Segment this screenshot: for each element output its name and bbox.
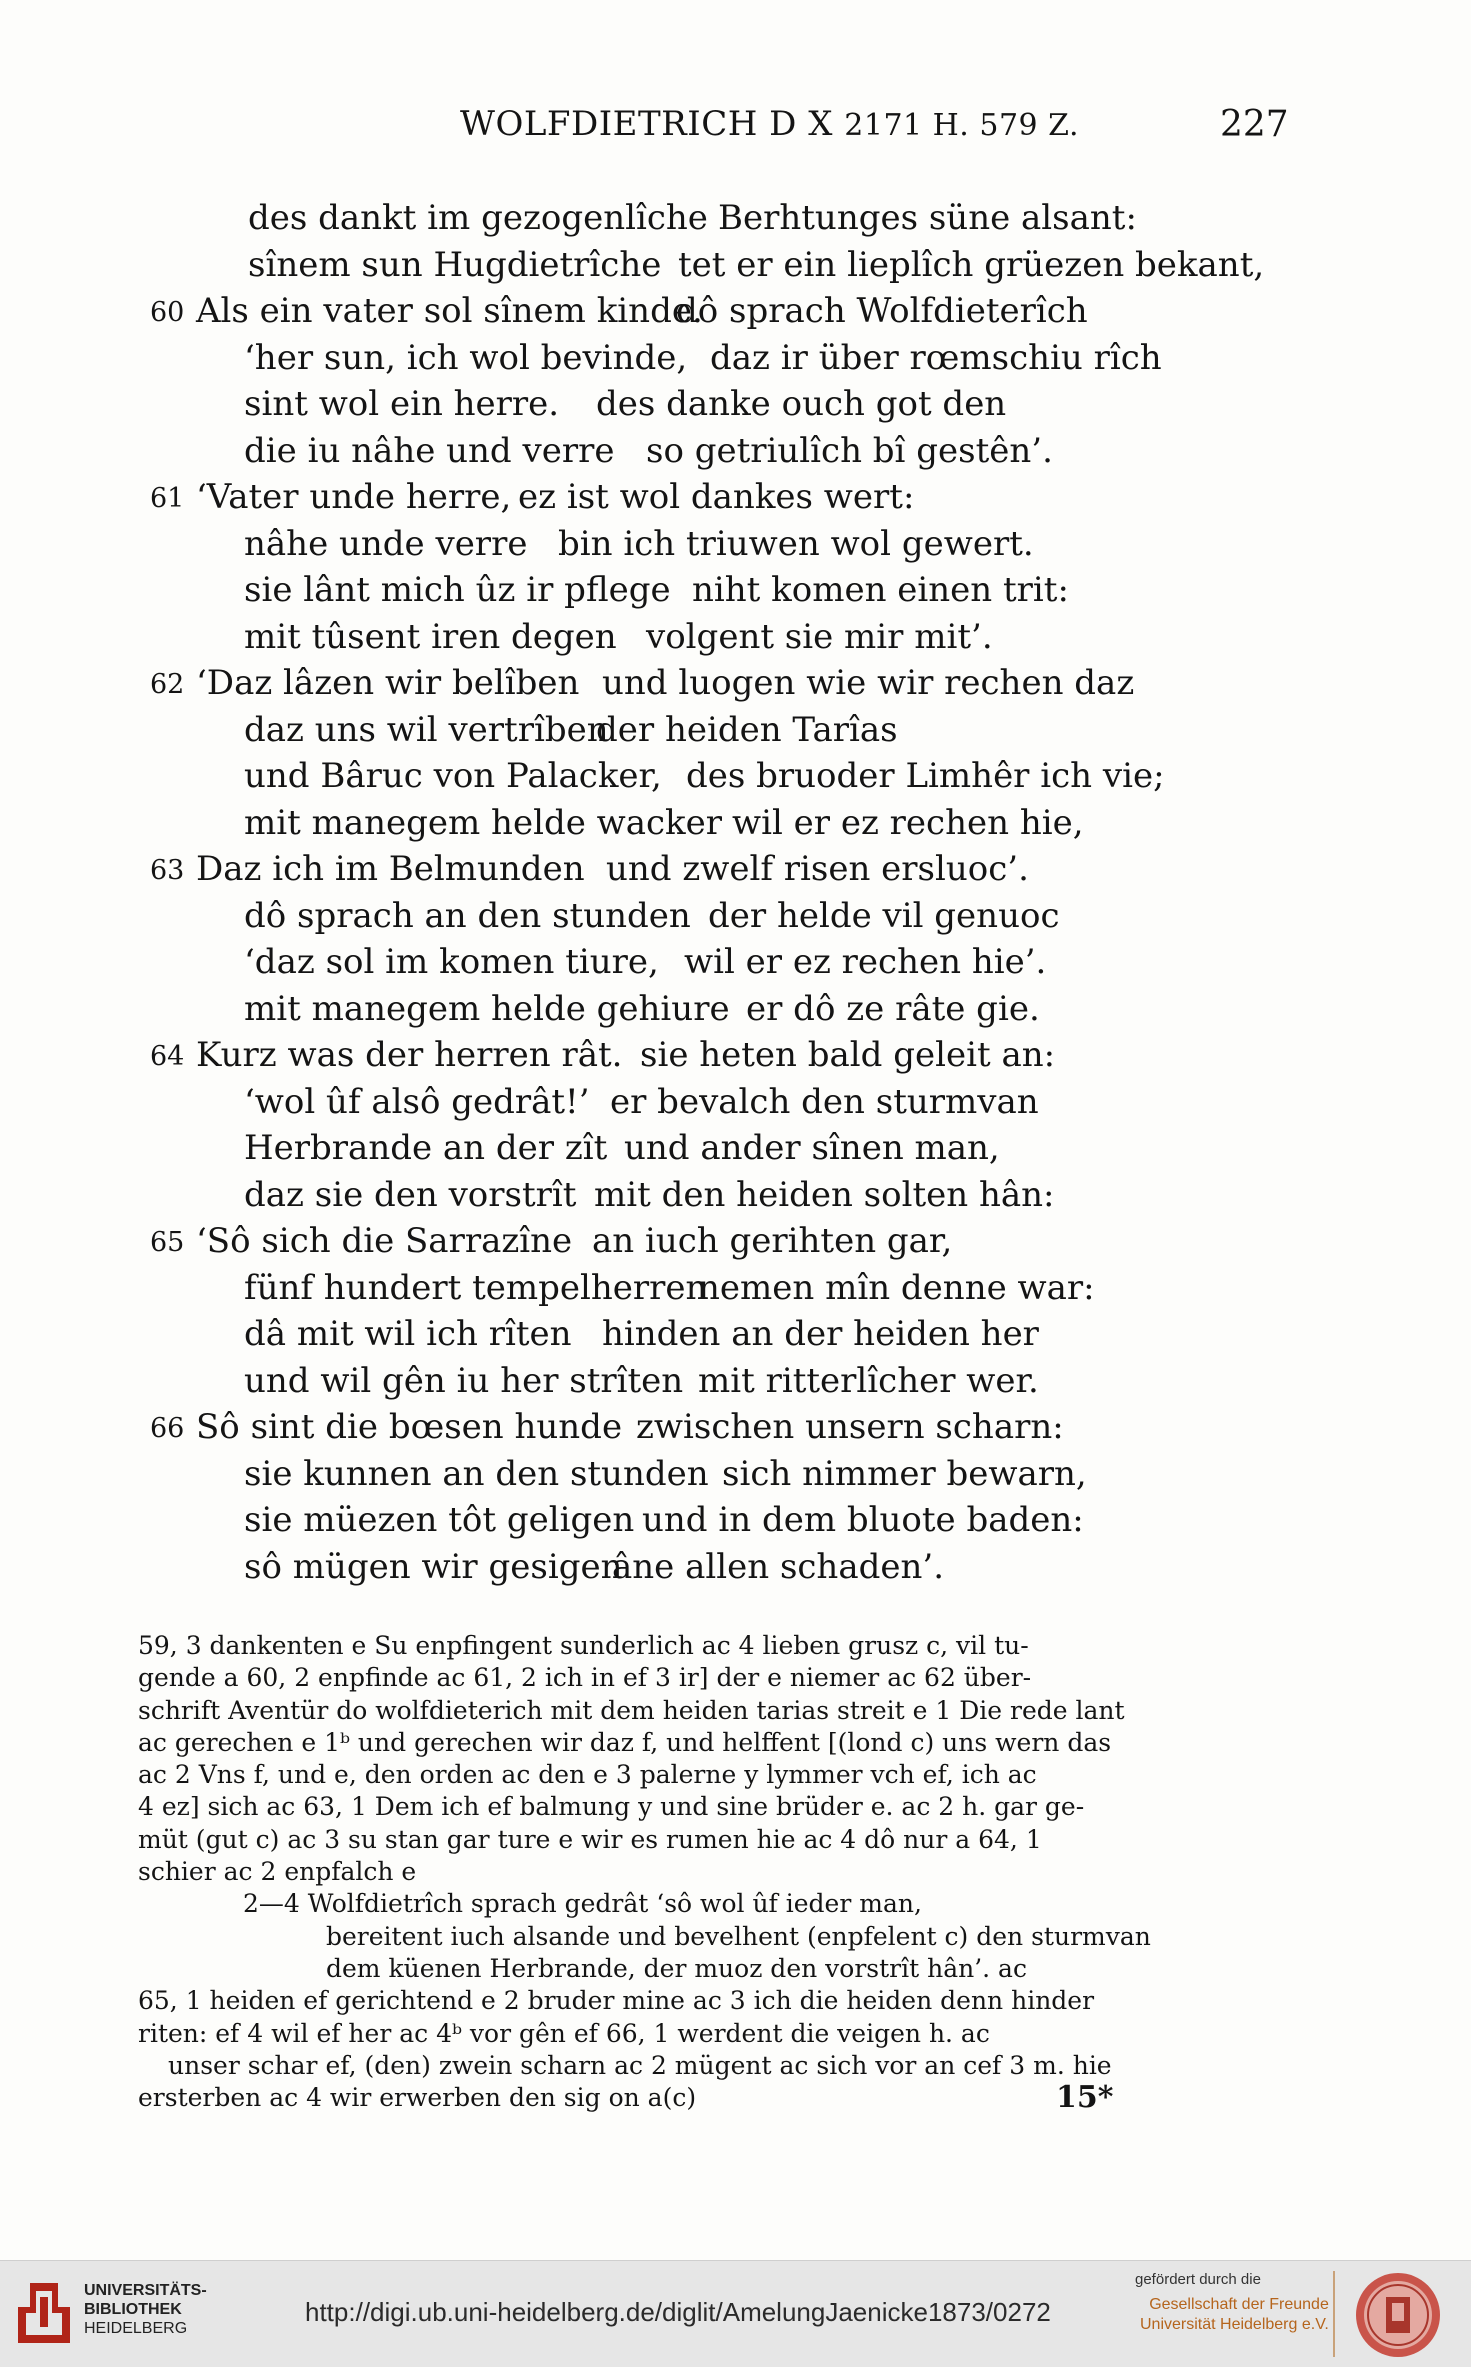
verse-first-half: Kurz was der herren rât.	[196, 1035, 623, 1075]
note-line: 2—4 Wolfdietrîch sprach gedrât ‘sô wol ûf ieder man,	[243, 1889, 922, 1919]
verse-second-half: sich nimmer bewarn,	[722, 1453, 1087, 1494]
stanza-number: 65	[150, 1227, 185, 1258]
verse-line	[0, 291, 1471, 335]
viewer-footer	[0, 2260, 1471, 2367]
note-line: gende a 60, 2 enpfinde ac 61, 2 ich in ef 3 ir] der e niemer ac 62 über-	[138, 1663, 1032, 1693]
verse-line	[0, 942, 1471, 986]
note-line: unser schar ef, (den) zwein scharn ac 2 mügent ac sich vor an cef 3 m. hie	[168, 2050, 1112, 2080]
verse-first-half: sie lânt mich ûz ir pflege	[244, 570, 671, 610]
funding-label: gefördert durch die	[1135, 2271, 1261, 2288]
verse-line	[0, 384, 1471, 428]
society-name-line: Universität Heidelberg e.V.	[1140, 2316, 1329, 2333]
verse-first-half: sô mügen wir gesigen	[244, 1546, 623, 1587]
verse-line	[0, 617, 1471, 661]
stanza-number: 64	[150, 1041, 185, 1072]
verse-second-half: und in dem bluote baden:	[642, 1500, 1084, 1540]
footer-divider	[1333, 2271, 1335, 2357]
verse-line	[0, 896, 1471, 940]
stanza-number: 62	[150, 669, 185, 700]
note-line: ac 2 Vns f, und e, den orden ac den e 3 palerne y lymmer vch ef, ich ac	[138, 1760, 1037, 1790]
verse-line	[0, 1314, 1471, 1358]
verse-first-half: ‘Sô sich die Sarrazîne	[196, 1221, 573, 1261]
verse-second-half: daz ir über rœmschiu rîch	[710, 337, 1162, 378]
verse-first-half: Sô sint die bœsen hunde	[196, 1407, 623, 1447]
note-line: riten: ef 4 wil ef her ac 4ᵇ vor gên ef 66, 1 werdent die veigen h. ac	[138, 2018, 990, 2048]
verse-first-half: dô sprach an den stunden	[244, 895, 691, 936]
note-line: schrift Aventür do wolfdieterich mit dem heiden tarias streit e 1 Die rede lant	[138, 1695, 1125, 1725]
verse-second-half: niht komen einen trit:	[692, 570, 1069, 610]
stanza-number: 60	[150, 297, 185, 328]
verse-line	[0, 803, 1471, 847]
stanza-number: 66	[150, 1413, 185, 1444]
verse-second-half: volgent sie mir mit’.	[646, 616, 993, 657]
verse-second-half: hinden an der heiden her	[602, 1314, 1039, 1354]
verse-second-half: bin ich triuwen wol gewert.	[558, 523, 1034, 564]
verse-second-half: und ander sînen man,	[624, 1128, 1000, 1168]
signature-mark: 15*	[1056, 2080, 1114, 2115]
verse-second-half: nemen mîn denne war:	[698, 1267, 1095, 1308]
verse-first-half: nâhe unde verre	[244, 523, 528, 564]
note-line: 59, 3 dankenten e Su enpfingent sunderlich ac 4 lieben grusz c, vil tu-	[138, 1631, 1029, 1660]
library-name	[84, 2281, 207, 2338]
verse-line	[0, 710, 1471, 754]
note-line: dem küenen Herbrande, der muoz den vorstrît hân’. ac	[326, 1953, 1027, 1983]
library-name-line: UNIVERSITÄTS-	[84, 2282, 207, 2299]
verse-line	[0, 1454, 1471, 1498]
verse-second-half: wil er ez rechen hie,	[732, 802, 1084, 843]
library-name-line: BIBLIOTHEK	[84, 2301, 182, 2318]
verse-line	[0, 1128, 1471, 1172]
stanza-number: 63	[150, 855, 185, 886]
verse-first-half: mit manegem helde gehiure	[244, 988, 730, 1029]
note-line: müt (gut c) ac 3 su stan gar ture e wir es rumen hie ac 4 dô nur a 64, 1	[138, 1824, 1042, 1854]
verse-second-half: der heiden Tarîas	[596, 709, 898, 750]
verse-first-half: und Bâruc von Palacker,	[244, 756, 662, 796]
verse-first-half: Als ein vater sol sînem kinde.	[196, 291, 703, 331]
critical-apparatus	[138, 1630, 1263, 2114]
verse-line	[0, 431, 1471, 475]
verse-line	[0, 1268, 1471, 1312]
verse-second-half: und luogen wie wir rechen daz	[602, 663, 1135, 703]
verse-line	[0, 663, 1471, 707]
verse-line	[0, 1500, 1471, 1544]
header-reference: 2171 H. 579 Z.	[844, 108, 1080, 143]
verse-second-half: an iuch gerihten gar,	[592, 1221, 953, 1261]
verse-first-half: Daz ich im Belmunden	[196, 849, 585, 889]
university-seal-icon	[1352, 2271, 1444, 2359]
note-line: ac gerechen e 1ᵇ und gerechen wir daz f, und helffent [(lond c) uns wern das	[138, 1727, 1112, 1757]
verse-second-half: zwischen unsern scharn:	[636, 1407, 1064, 1447]
note-line: 65, 1 heiden ef gerichtend e 2 bruder mine ac 3 ich die heiden denn hinder	[138, 1986, 1095, 2016]
note-line: 4 ez] sich ac 63, 1 Dem ich ef balmung y und sine brüder e. ac 2 h. gar ge-	[138, 1792, 1085, 1822]
verse-line	[0, 1407, 1471, 1451]
verse-second-half: sie heten bald geleit an:	[640, 1035, 1056, 1075]
verse-first-half: sînem sun Hugdietrîche	[248, 244, 662, 285]
note-line: schier ac 2 enpfalch e	[138, 1857, 417, 1887]
permalink-url[interactable]: http://digi.ub.uni-heidelberg.de/diglit/AmelungJaenicke1873/0272	[305, 2297, 1051, 2327]
verse-first-half: mit tûsent iren degen	[244, 616, 617, 657]
verse-line	[0, 524, 1471, 568]
page-number: 227	[1220, 104, 1289, 145]
header-title: WOLFDIETRICH D X	[460, 104, 845, 144]
verse-first-half: daz uns wil vertrîben	[244, 709, 609, 750]
verse-second-half: der helde vil genuoc	[708, 895, 1060, 936]
verse-second-half: Berhtunges süne alsant:	[718, 198, 1137, 238]
verse-first-half: sint wol ein herre.	[244, 384, 560, 424]
note-line: ersterben ac 4 wir erwerben den sig on a(c)	[138, 2083, 697, 2113]
verse-first-half: daz sie den vorstrît	[244, 1174, 577, 1215]
note-line: bereitent iuch alsande und bevelhent (enpfelent c) den sturmvan	[326, 1921, 1151, 1951]
verse-line	[0, 245, 1471, 289]
verse-first-half: ‘wol ûf alsô gedrât!’	[244, 1081, 590, 1122]
verse-first-half: und wil gên iu her strîten	[244, 1360, 684, 1401]
verse-first-half: ‘daz sol im komen tiure,	[244, 942, 659, 982]
society-name	[1140, 2295, 1329, 2335]
verse-line	[0, 1175, 1471, 1219]
verse-first-half: ‘Daz lâzen wir belîben	[196, 663, 580, 703]
library-logo-icon	[12, 2277, 76, 2349]
verse-second-half: er dô ze râte gie.	[746, 988, 1040, 1029]
verse-second-half: tet er ein lieplîch grüezen bekant,	[678, 244, 1265, 285]
verse-first-half: die iu nâhe und verre	[244, 430, 615, 471]
verse-second-half: wil er ez rechen hie’.	[684, 942, 1047, 982]
verse-line	[0, 849, 1471, 893]
verse-second-half: des bruoder Limhêr ich vie;	[686, 756, 1165, 796]
verse-second-half: so getriulîch bî gestên’.	[646, 430, 1053, 471]
library-name-line: HEIDELBERG	[84, 2320, 188, 2337]
verse-second-half: und zwelf risen ersluoc’.	[606, 849, 1029, 889]
verse-line	[0, 1221, 1471, 1265]
verse-line	[0, 989, 1471, 1033]
verse-first-half: fünf hundert tempelherren	[244, 1267, 708, 1308]
verse-first-half: dâ mit wil ich rîten	[244, 1314, 572, 1354]
verse-second-half: mit ritterlîcher wer.	[698, 1360, 1039, 1401]
verse-first-half: sie müezen tôt geligen	[244, 1500, 635, 1540]
verse-line	[0, 198, 1471, 242]
verse-line	[0, 1035, 1471, 1079]
verse-line	[0, 1082, 1471, 1126]
society-name-line: Gesellschaft der Freunde	[1149, 2296, 1329, 2313]
running-header	[460, 104, 1079, 144]
verse-first-half: sie kunnen an den stunden	[244, 1453, 709, 1494]
verse-line	[0, 477, 1471, 521]
verse-line	[0, 570, 1471, 614]
verse-line	[0, 1361, 1471, 1405]
verse-second-half: er bevalch den sturmvan	[610, 1081, 1039, 1122]
verse-line	[0, 1547, 1471, 1591]
verse-first-half: ‘her sun, ich wol bevinde,	[244, 337, 688, 378]
verse-second-half: mit den heiden solten hân:	[594, 1174, 1055, 1215]
verse-first-half: ‘Vater unde herre,	[196, 477, 512, 517]
verse-second-half: des danke ouch got den	[596, 384, 1007, 424]
verse-second-half: ez ist wol dankes wert:	[518, 477, 915, 517]
verse-first-half: des dankt im gezogenlîche	[248, 198, 708, 238]
verse-line	[0, 756, 1471, 800]
verse-line	[0, 338, 1471, 382]
verse-second-half: dô sprach Wolfdieterîch	[676, 291, 1088, 331]
verse-first-half: Herbrande an der zît	[244, 1128, 608, 1168]
verse-second-half: âne allen schaden’.	[612, 1546, 944, 1587]
stanza-number: 61	[150, 483, 185, 514]
verse-first-half: mit manegem helde wacker	[244, 802, 723, 843]
